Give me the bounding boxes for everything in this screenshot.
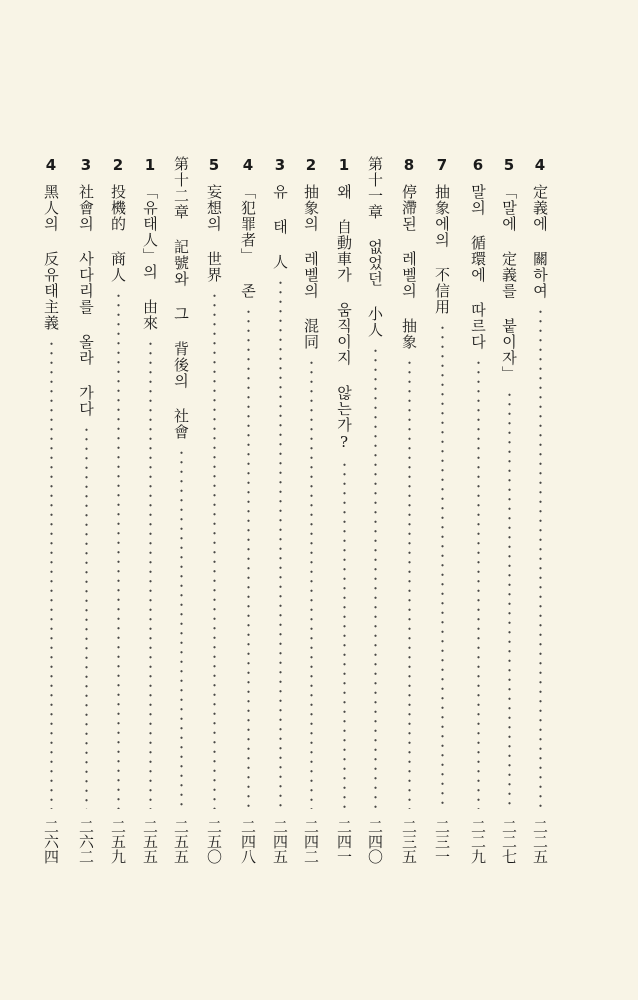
page-number: 二四二 [302,819,320,864]
page-number: 二三五 [400,819,418,864]
chapter-title: 第十一章 없었던 小人 [366,156,384,338]
entry-number: 1 [144,156,156,174]
page-number: 二二七 [500,819,518,864]
page-number: 二三一 [433,819,451,864]
entry-title: 「유태人」의 由來 [141,184,159,331]
entry-number: 3 [274,156,286,174]
entry-title: 定義에 關하여 [531,184,549,299]
dot-leader [374,346,377,809]
chapter-heading [364,156,386,864]
entry-title: 유 태 人 [271,184,289,270]
toc-entry [139,156,161,864]
entry-number: 3 [80,156,92,174]
entry-title: 「犯罪者」 존 [239,184,257,299]
page-number: 二五〇 [205,819,223,864]
toc-entry [467,156,489,864]
dot-leader [85,425,88,809]
entry-title: 黑人의 反유태主義 [42,184,60,331]
entry-number: 4 [242,156,254,174]
dot-leader [477,358,480,809]
page-number: 二四〇 [366,819,384,864]
page-number: 二五九 [109,819,127,864]
toc-entry [498,156,520,864]
dot-leader [343,460,346,809]
toc-entry [398,156,420,864]
page-number: 二六四 [42,819,60,864]
dot-leader [50,339,53,809]
chapter-heading [170,156,192,864]
page-number: 二二五 [531,819,549,864]
chapter-title: 第十二章 記號와 그 背後의 社會 [172,156,190,440]
toc-entry [529,156,551,864]
dot-leader [441,323,444,809]
entry-number: 1 [338,156,350,174]
entry-title: 「말에 定義를 붙이자」 [500,184,518,382]
page-number: 二四一 [335,819,353,864]
dot-leader [117,291,120,809]
page-number: 二四五 [271,819,289,864]
entry-number: 7 [436,156,448,174]
dot-leader [508,390,511,809]
page-number: 二五五 [141,819,159,864]
toc-entry [75,156,97,864]
entry-title: 왜 自動車가 움직이지 않는가? [335,184,353,452]
toc-entry [333,156,355,864]
toc-entry [431,156,453,864]
toc-entry [269,156,291,864]
entry-number: 8 [403,156,415,174]
dot-leader [279,278,282,809]
entry-title: 停滯된 레벨의 抽象 [400,184,418,350]
toc-entry [237,156,259,864]
dot-leader [247,307,250,809]
entry-number: 5 [503,156,515,174]
entry-title: 말의 循環에 따르다 [469,184,487,350]
toc-entry [107,156,129,864]
page-number: 二二九 [469,819,487,864]
toc-entry [40,156,62,864]
entry-title: 妄想의 世界 [205,184,223,283]
page-number: 二五五 [172,819,190,864]
entry-number: 6 [472,156,484,174]
dot-leader [213,291,216,809]
entry-number: 4 [45,156,57,174]
entry-number: 5 [208,156,220,174]
entry-title: 社會의 사다리를 올라 가다 [77,184,95,417]
entry-title: 抽象에의 不信用 [433,184,451,315]
toc-entry [203,156,225,864]
page-number: 二六二 [77,819,95,864]
entry-title: 投機的 商人 [109,184,127,283]
dot-leader [408,358,411,809]
entry-number: 2 [305,156,317,174]
entry-number: 4 [534,156,546,174]
dot-leader [180,448,183,809]
page-number: 二四八 [239,819,257,864]
dot-leader [310,358,313,809]
dot-leader [539,307,542,809]
dot-leader [149,339,152,809]
toc-entry [300,156,322,864]
entry-title: 抽象의 레벨의 混同 [302,184,320,350]
entry-number: 2 [112,156,124,174]
